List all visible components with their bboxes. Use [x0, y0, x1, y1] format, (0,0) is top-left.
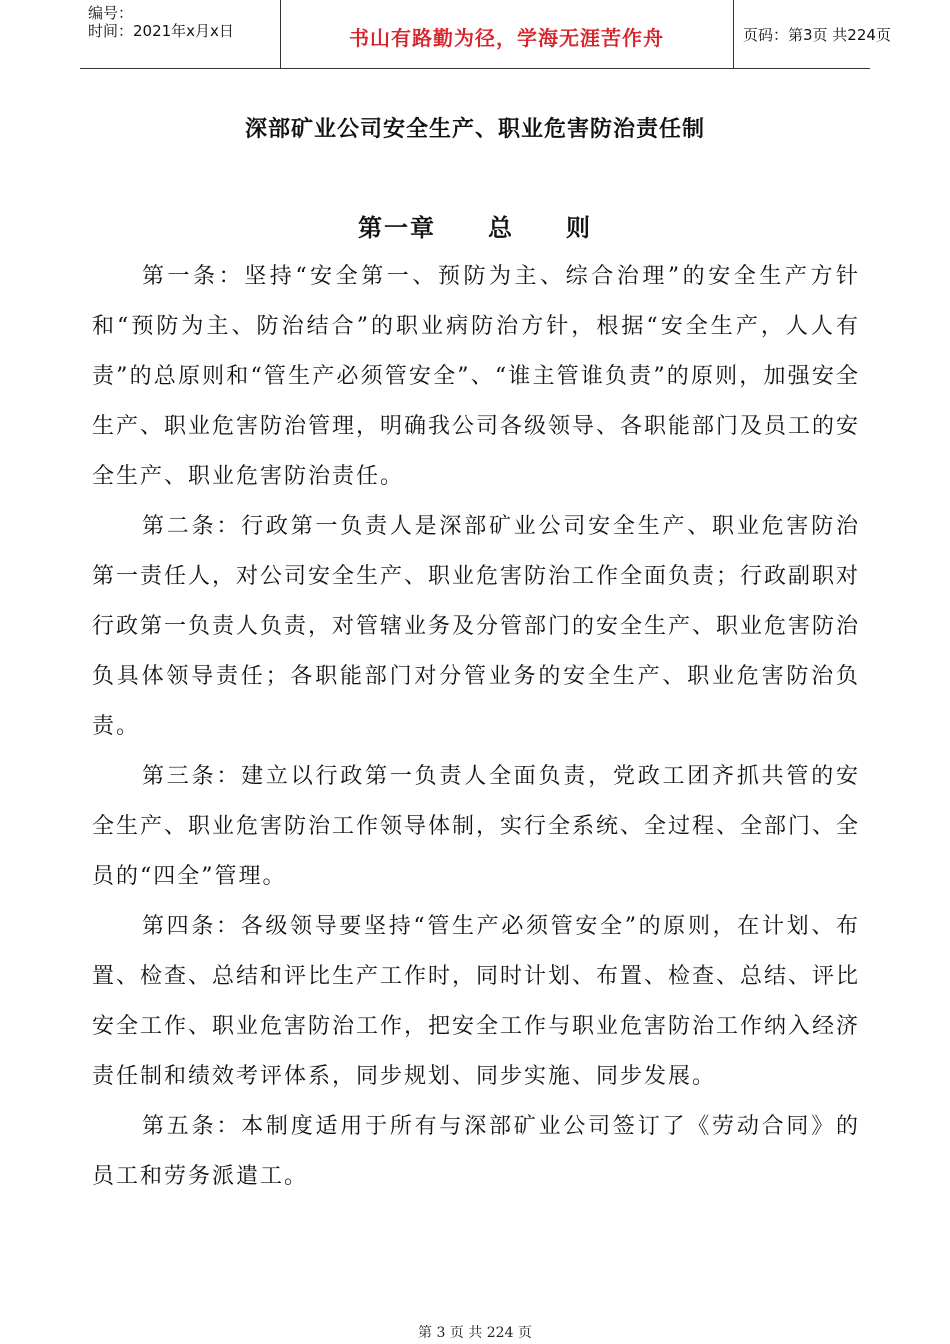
- document-title: 深部矿业公司安全生产、职业危害防治责任制: [244, 117, 705, 142]
- header-meta-cell: [80, 0, 281, 68]
- document-body: [92, 252, 860, 1202]
- header-motto-cell: [280, 0, 734, 68]
- article-4: 第四条：各级领导要坚持“管生产必须管安全”的原则，在计划、布置、检查、总结和评比生产工作时，同时计划、布置、检查、总结、评比安全工作、职业危害防治工作，把安全工作与职业危害防治工作纳入经济责任制和绩效考评体系，同步规划、同步实施、同步发展。: [92, 914, 861, 1089]
- article-2: 第二条：行政第一负责人是深部矿业公司安全生产、职业危害防治第一责任人，对公司安全生产、职业危害防治工作全面负责；行政副职对行政第一负责人负责，对管辖业务及分管部门的安全生产、职业危害防治负具体领导责任；各职能部门对分管业务的安全生产、职业危害防治负责。: [92, 514, 861, 739]
- chapter-heading: 第一章 总 则: [358, 214, 592, 242]
- article-1: 第一条：坚持“安全第一、预防为主、综合治理”的安全生产方针和“预防为主、防治结合”的职业病防治方针，根据“安全生产，人人有责”的总原则和“管生产必须管安全”、“谁主管谁负责”的原则，加强安全生产、职业危害防治管理，明确我公司各级领导、各职能部门及员工的安全生产、职业危害防治责任。: [92, 264, 861, 489]
- article-5: 第五条：本制度适用于所有与深部矿业公司签订了《劳动合同》的员工和劳务派遣工。: [92, 1114, 860, 1189]
- doc-date-label: 时间：2021年x月x日: [88, 22, 234, 40]
- article-3: 第三条：建立以行政第一负责人全面负责，党政工团齐抓共管的安全生产、职业危害防治工作领导体制，实行全系统、全过程、全部门、全员的“四全”管理。: [92, 764, 861, 889]
- header-page-info: 页码：第3页 共224页: [743, 26, 891, 44]
- page-footer: 第 3 页 共 224 页: [418, 1325, 532, 1341]
- header-motto: 书山有路勤为径，学海无涯苦作舟: [349, 26, 664, 50]
- doc-number-label: 编号：: [88, 4, 134, 22]
- header-page-cell: [733, 0, 891, 68]
- page-header: [80, 0, 891, 69]
